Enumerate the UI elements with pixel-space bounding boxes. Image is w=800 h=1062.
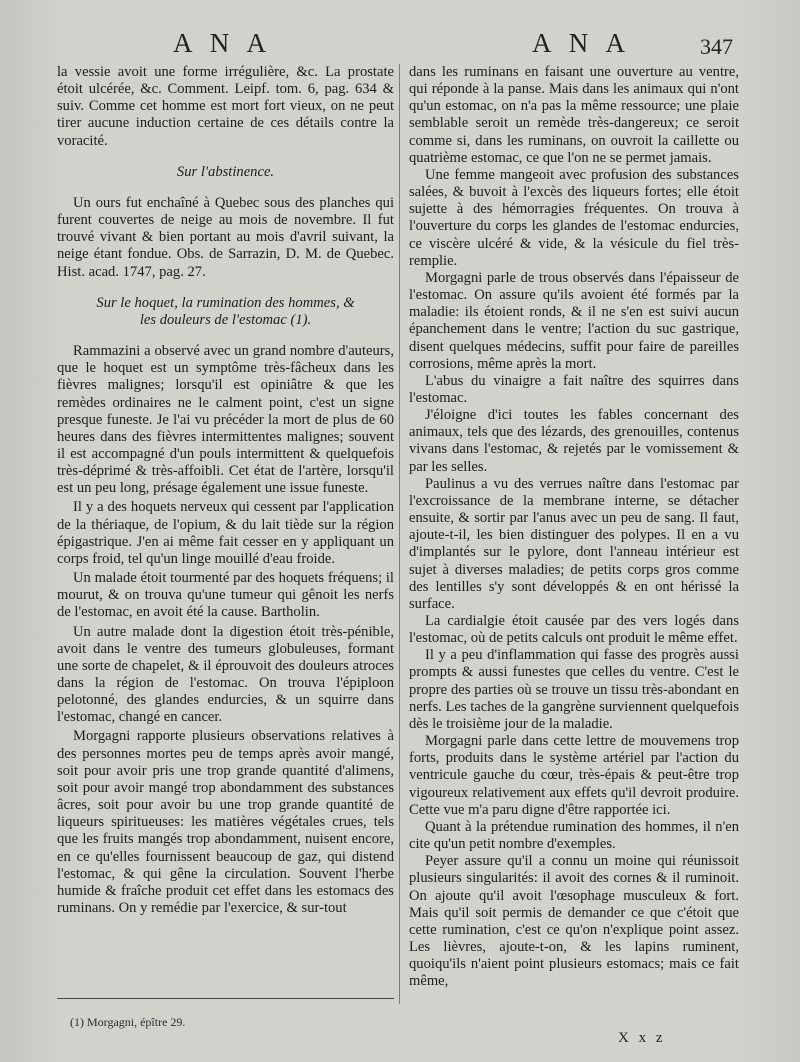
- paragraph: J'éloigne d'ici toutes les fables concernant des animaux, tels que des lézards, des grenouilles, contenus vivans dans l'estomac, & rejetés par le vomissement & par les selles.: [409, 407, 739, 475]
- running-head-right: A N A: [532, 28, 632, 58]
- paragraph: la vessie avoit une forme irrégulière, &c. La prostate étoit ulcérée, &c. Comment. Leipf. tom. 6, pag. 634 & suiv. Comme cet homme est mort fort vieux, on ne peut tirer aucune induction certaine de ces détails contre la voracité.: [57, 64, 394, 149]
- paragraph: Un ours fut enchaîné à Quebec sous des planches qui furent couvertes de neige au mois de novembre. Il fut trouvé vivant & bien portant au mois d'avril suivant, la neige étant fondue. Obs. de Sarrazin, D. M. de Quebec. Hist. acad. 1747, pag. 27.: [57, 194, 394, 280]
- paragraph: dans les ruminans en faisant une ouverture au ventre, qui réponde à la panse. Mais dans les animaux qui n'ont qu'un estomac, on n'a pas la même ressource; une plaie semblable seroit un remède très-dangereux; ce seroit comme si, dans les ruminans, on ouvroit la caillette ou quatrième estomac, ce que l'on ne se permet jamais.: [409, 64, 739, 166]
- paragraph: Peyer assure qu'il a connu un moine qui réunissoit plusieurs singularités: il avoit des cornes & il ruminoit. On ajoute qu'il avoit l'œsophage musculeux & fort. Mais qu'il soit permis de demander ce que c'étoit que cette rumination, c'est ce qu'on n'explique point assez. Les lièvres, ajoute-t-on, & les lapins ruminent, quoiqu'ils n'aient point plusieurs estomacs; mais ce fait même,: [409, 853, 739, 990]
- paragraph: Morgagni parle dans cette lettre de mouvemens trop forts, produits dans le système artériel par l'action du ventricule gauche du cœur, très-épais & peut-être trop vigoureux relativement aux effets qu'il devroit produire. Cette vue m'a paru digne d'être rapportée ici.: [409, 733, 739, 818]
- paragraph: Morgagni rapporte plusieurs observations relatives à des personnes mortes peu de temps après avoir mangé, soit pour avoir pris une trop grande quantité d'alimens, soit pour avoir mangé trop abondamment des substances âcres, soit pour avoir bu une trop grande quantité de liqueurs spiritueuses: les matières végétales crues, tels que les fruits mangés trop abondamment, nuisent encore, en ce qu'elles fournissent beaucoup de gaz, qui distend l'estomac, & qui gêne la circulation. Souvent l'herbe humide & fraîche produit cet effet dans les estomacs des ruminans. On y remédie par l'exercice, & sur-tout: [57, 728, 394, 917]
- section-heading-hoquet: [57, 295, 394, 329]
- column-divider: [399, 64, 400, 1004]
- paragraph: Il y a peu d'inflammation qui fasse des progrès aussi prompts & aussi funestes que celles du ventre. C'est le propre des parties où se trouve un tissu très-abondant en nerfs. Les taches de la gangrène surviennent quelquefois dès le troisième jour de la maladie.: [409, 647, 739, 732]
- paragraph: La cardialgie étoit causée par des vers logés dans l'estomac, où de petits calculs ont produit le même effet.: [409, 613, 739, 647]
- paragraph: Quant à la prétendue rumination des hommes, il n'en cite qu'un petit nombre d'exemples.: [409, 818, 739, 853]
- right-column: [409, 64, 739, 990]
- section-heading-abstinence: Sur l'abstinence.: [176, 163, 275, 180]
- section-heading-line: Sur le hoquet, la rumination des hommes, &: [96, 294, 355, 311]
- left-column: [57, 64, 394, 917]
- footnote: (1) Morgagni, épître 29.: [70, 1015, 186, 1029]
- paragraph: Un malade étoit tourmenté par des hoquets fréquens; il mourut, & on trouva qu'une tumeur qui gênoit les nerfs de l'estomac, en avoit été la cause. Bartholin.: [57, 570, 394, 621]
- footnote-rule: [57, 998, 394, 999]
- paragraph: Une femme mangeoit avec profusion des substances salées, & buvoit à l'excès des liqueurs fortes; elle étoit sujette à des hémorragies fréquentes. On trouva à l'ouverture du corps les glandes de l'estomac endurcies, ce viscère ulcéré & vide, & la vésicule du fiel très-remplie.: [409, 166, 739, 269]
- page-number: 347: [700, 34, 733, 59]
- paragraph: Il y a des hoquets nerveux qui cessent par l'application de la thériaque, de l'opium, & du lait tiède sur la région épigastrique. J'en ai même fait cesser en y appliquant un corps froid, tel qu'un linge mouillé d'eau froide.: [57, 499, 394, 567]
- paragraph: Un autre malade dont la digestion étoit très-pénible, avoit dans le ventre des tumeurs globuleuses, formant une sorte de chapelet, & il éprouvoit des douleurs atroces dans la région de l'estomac. On trouva l'épiploon pelotonné, des glandes endurcies, & un squirre dans l'estomac, changé en cancer.: [57, 623, 394, 726]
- signature-mark: X x z: [618, 1030, 666, 1046]
- section-heading-line: les douleurs de l'estomac (1).: [139, 311, 312, 328]
- paragraph: L'abus du vinaigre a fait naître des squirres dans l'estomac.: [409, 372, 739, 406]
- running-head-left: A N A: [173, 28, 273, 58]
- paragraph: Rammazini a observé avec un grand nombre d'auteurs, que le hoquet est un symptôme très-fâcheux dans les fièvres malignes; lorsqu'il est opiniâtre & que les remèdes ordinaires ne le calment point, c'est un signe presque funeste. Je l'ai vu précéder la mort de plus de 60 heures dans des fièvres intermittentes malignes; souvent il est accompagné d'un pouls intermittent & quelquefois très-déprimé & très-affoibli. Cet état de l'artère, lorsqu'il est un peu long, présage également une issue funeste.: [57, 343, 394, 497]
- paragraph: Paulinus a vu des verrues naître dans l'estomac par l'excroissance de la membrane interne, se détacher ensuite, & sortir par l'anus avec un peu de sang. Il faut, ajoute-t-il, les bien distinguer des polypes. Il en a vu d'implantés sur le pylore, dont l'anneau intérieur est sujet à diverses maladies; de petits corps gros comme des lentilles s'y sont développés & en ont hérissé la surface.: [409, 475, 739, 612]
- paragraph: Morgagni parle de trous observés dans l'épaisseur de l'estomac. On assure qu'ils avoient été formés par la maladie: ils étoient ronds, & il ne s'en est suivi aucun épanchement dans le ventre; l'action du suc gastrique, disent quelques médecins, suffit pour faire de pareilles corrosions, même après la mort.: [409, 269, 739, 372]
